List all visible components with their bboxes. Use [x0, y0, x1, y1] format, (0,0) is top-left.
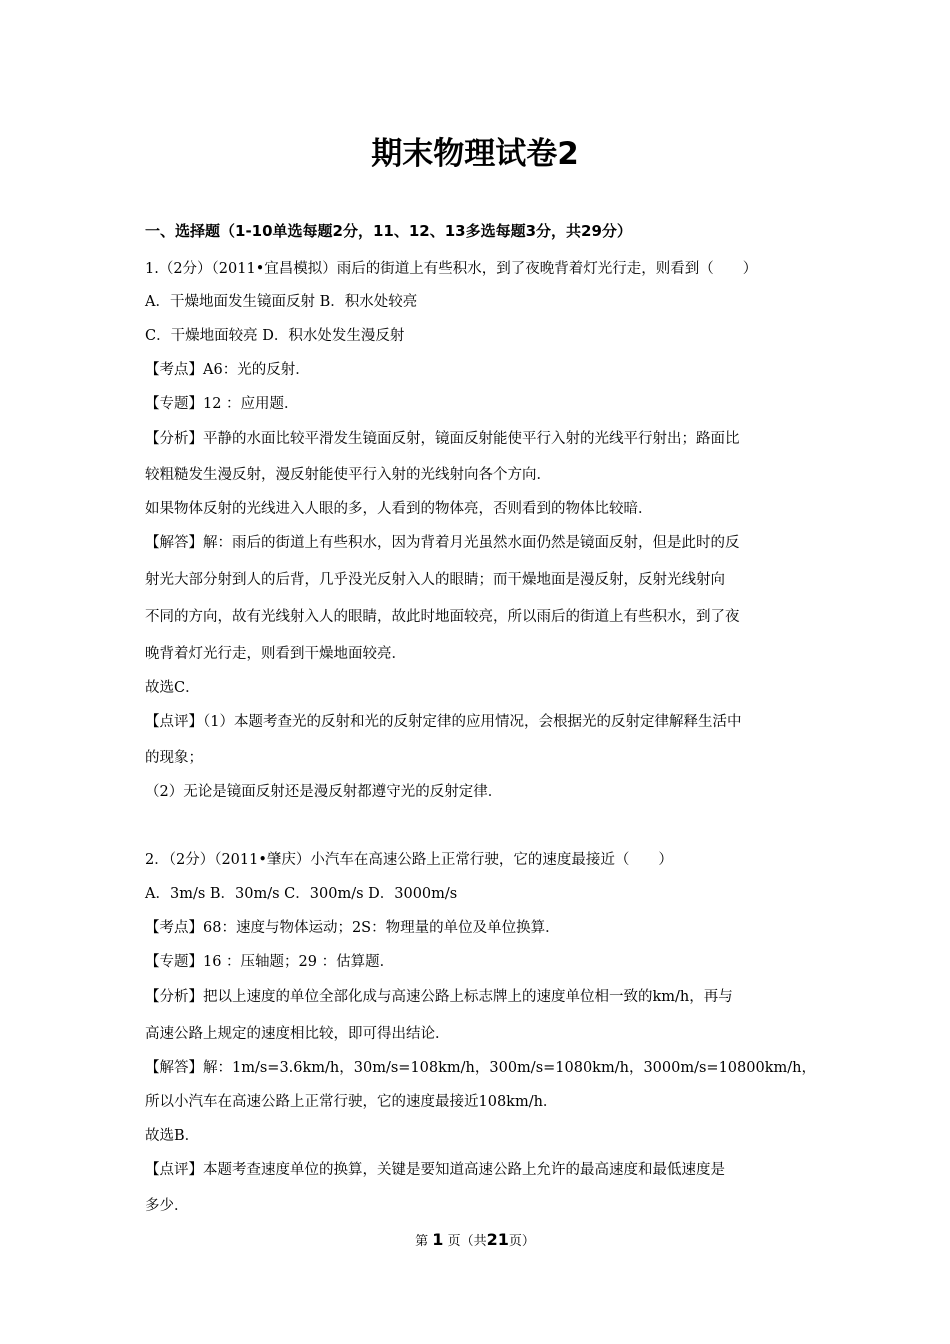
q2-comment-line: 【点评】本题考查速度单位的换算，关键是要知道高速公路上允许的最高速度和最低速度是 — [145, 1162, 725, 1178]
q2-analysis-line: 高速公路上规定的速度相比较，即可得出结论． — [145, 1026, 450, 1042]
q2-comment-line: 多少． — [145, 1198, 189, 1214]
q1-options-cd: C．干燥地面较亮 D．积水处发生漫反射 — [145, 328, 405, 344]
q2-answer: 故选B． — [145, 1128, 200, 1144]
q1-solution-line: 射光大部分射到人的后背，几乎没光反射入人的眼睛；而干燥地面是漫反射，反射光线射向 — [145, 572, 725, 588]
q1-solution-line: 不同的方向，故有光线射入人的眼睛，故此时地面较亮，所以雨后的街道上有些积水，到了夜 — [145, 609, 740, 625]
q1-comment-line: （2）无论是镜面反射还是漫反射都遵守光的反射定律． — [145, 784, 503, 800]
q2-kaodian: 【考点】68：速度与物体运动；2S：物理量的单位及单位换算． — [145, 920, 560, 936]
q1-comment-line: 【点评】（1）本题考查光的反射和光的反射定律的应用情况，会根据光的反射定律解释生活中 — [145, 714, 742, 730]
q1-analysis-line: 【分析】平静的水面比较平滑发生镜面反射，镜面反射能使平行入射的光线平行射出；路面比 — [145, 431, 740, 447]
section-heading: 一、选择题（1-10单选每题2分，11、12、13多选每题3分，共29分） — [145, 222, 632, 240]
q2-options: A．3m/s B．30m/s C．300m/s D．3000m/s — [145, 886, 458, 902]
q1-options-ab: A．干燥地面发生镜面反射 B．积水处较亮 — [145, 294, 418, 310]
footer-prefix: 第 — [415, 1234, 429, 1249]
q1-solution-line: 晚背着灯光行走，则看到干燥地面较亮． — [145, 646, 406, 662]
q1-stem: 1.（2分）（2011•宜昌模拟）雨后的街道上有些积水，到了夜晚背着灯光行走，则看到（ ） — [145, 261, 758, 277]
footer-total-pages: 21 — [486, 1230, 509, 1249]
footer-suffix: 页） — [508, 1234, 535, 1249]
q1-comment-line: 的现象； — [145, 750, 203, 766]
q1-analysis-line: 较粗糙发生漫反射，漫反射能使平行入射的光线射向各个方向． — [145, 467, 551, 483]
q2-analysis-line: 【分析】把以上速度的单位全部化成与高速公路上标志牌上的速度单位相一致的km/h，再与 — [145, 989, 733, 1005]
q1-zhuanti: 【专题】12 ：应用题． — [145, 396, 299, 412]
q2-stem: 2．（2分）（2011•肇庆）小汽车在高速公路上正常行驶，它的速度最接近（ ） — [145, 852, 673, 868]
q2-solution-line: 【解答】解：1m/s=3.6km/h，30m/s=108km/h，300m/s=1080km/h，3000m/s=10800km/h， — [145, 1060, 816, 1076]
q1-answer: 故选C． — [145, 680, 200, 696]
footer-middle: 页（共 — [447, 1234, 487, 1249]
q1-kaodian: 【考点】A6：光的反射． — [145, 362, 310, 378]
q1-solution-line: 【解答】解：雨后的街道上有些积水，因为背着月光虽然水面仍然是镜面反射，但是此时的反 — [145, 535, 740, 551]
page-footer — [0, 1230, 950, 1249]
page-title: 期末物理试卷2 — [371, 136, 579, 172]
footer-page-number: 1 — [432, 1230, 444, 1249]
q2-zhuanti: 【专题】16 ：压轴题；29 ：估算题． — [145, 954, 395, 970]
q1-analysis-line: 如果物体反射的光线进入人眼的多，人看到的物体亮，否则看到的物体比较暗． — [145, 501, 653, 517]
q2-solution-line: 所以小汽车在高速公路上正常行驶，它的速度最接近108km/h． — [145, 1094, 558, 1110]
